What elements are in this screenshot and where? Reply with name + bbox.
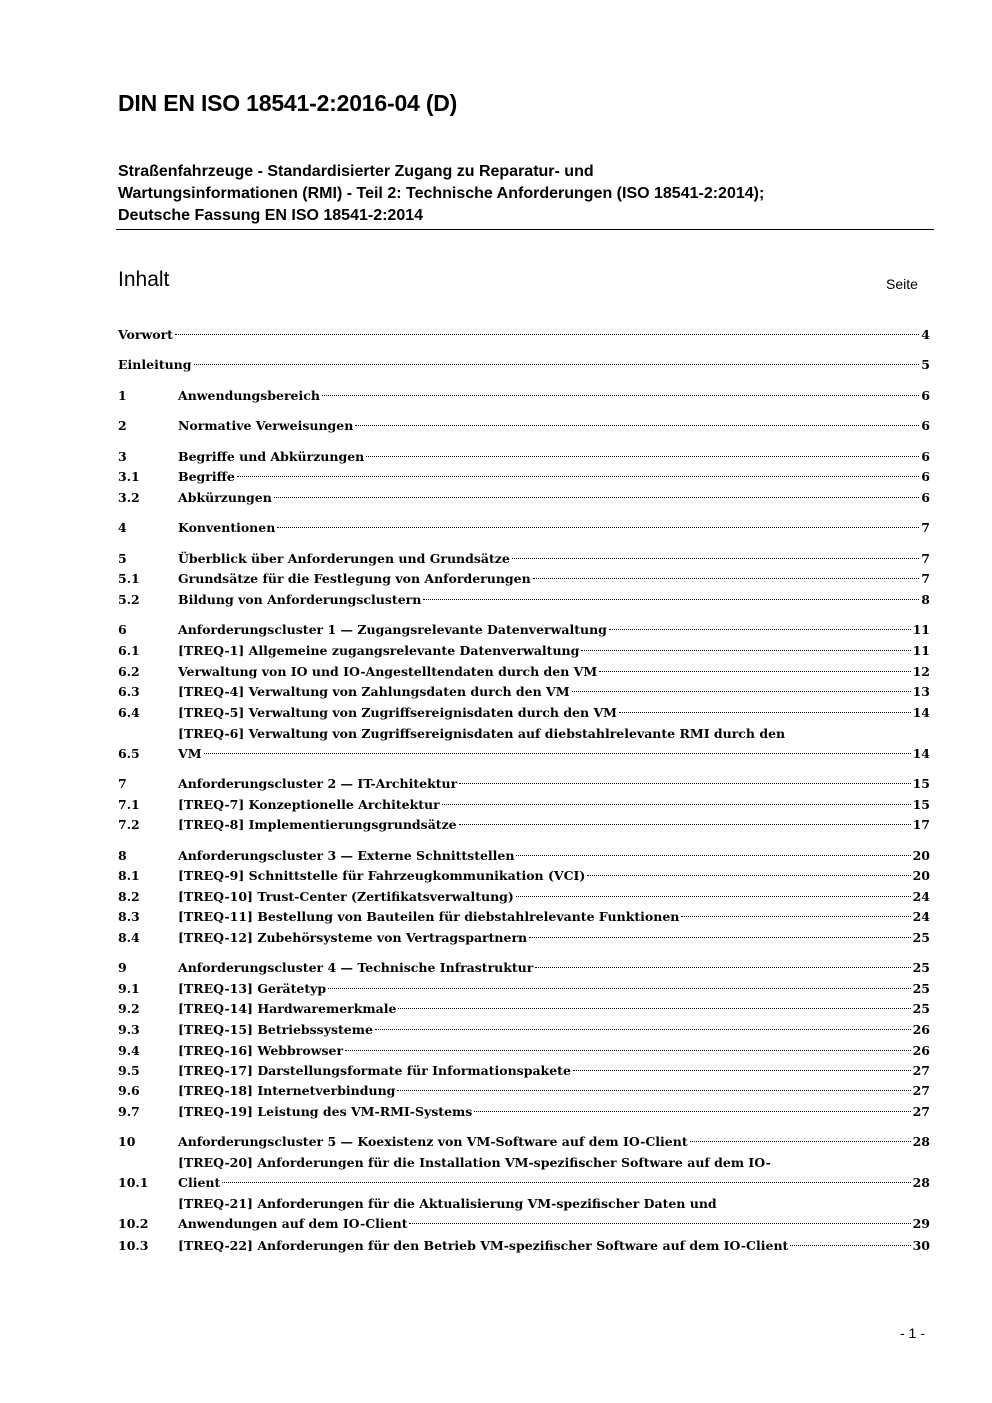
title-divider bbox=[116, 229, 934, 230]
toc-entry-page: 6 bbox=[921, 490, 930, 505]
toc-dot-leader bbox=[274, 497, 919, 498]
toc-entry-line bbox=[178, 1132, 930, 1152]
toc-entry-line bbox=[178, 1173, 930, 1193]
toc-entry-page: 25 bbox=[912, 1001, 930, 1016]
toc-entry-title: Begriffe und Abkürzungen bbox=[178, 449, 365, 464]
toc-entry-line bbox=[178, 907, 930, 927]
toc-entry-page: 11 bbox=[912, 643, 930, 658]
toc-entry-page: 26 bbox=[912, 1022, 930, 1037]
toc-entry-title: [TREQ-19] Leistung des VM-RMI-Systems bbox=[178, 1104, 473, 1119]
toc-entry-title: Anwendungen auf dem IO-Client bbox=[178, 1216, 408, 1231]
toc-entry-line bbox=[178, 467, 930, 487]
toc-entry-title: Vorwort bbox=[118, 327, 173, 342]
toc-entry-line bbox=[178, 1102, 930, 1122]
toc-entry-number: 8.3 bbox=[118, 909, 140, 924]
toc-entry-title: Überblick über Anforderungen und Grundsätze bbox=[178, 551, 510, 566]
toc-entry-number: 9 bbox=[118, 960, 127, 975]
toc-entry[interactable] bbox=[118, 682, 930, 702]
toc-entry-number: 3.2 bbox=[118, 490, 140, 505]
toc-entry[interactable] bbox=[118, 569, 930, 589]
toc-dot-leader bbox=[175, 334, 919, 335]
toc-dot-leader bbox=[409, 1223, 910, 1224]
toc-entry-page: 29 bbox=[912, 1216, 930, 1231]
toc-entry[interactable] bbox=[118, 1061, 930, 1081]
toc-entry-title: [TREQ-14] Hardwaremerkmale bbox=[178, 1001, 397, 1016]
toc-entry-number: 8.2 bbox=[118, 889, 140, 904]
toc-entry[interactable] bbox=[118, 488, 930, 508]
toc-entry-page: 6 bbox=[921, 388, 930, 403]
toc-dot-leader bbox=[790, 1245, 910, 1246]
toc-entry[interactable] bbox=[118, 846, 930, 866]
toc-dot-leader bbox=[345, 1050, 911, 1051]
toc-dot-leader bbox=[442, 804, 911, 805]
toc-entry-title: [TREQ-8] Implementierungsgrundsätze bbox=[178, 817, 457, 832]
toc-entry-title: [TREQ-1] Allgemeine zugangsrelevante Datenverwaltung bbox=[178, 643, 580, 658]
toc-entry-page: 24 bbox=[912, 909, 930, 924]
toc-dot-leader bbox=[328, 988, 910, 989]
toc-dot-leader bbox=[222, 1182, 910, 1183]
toc-entry[interactable] bbox=[118, 866, 930, 886]
toc-entry-line bbox=[178, 1020, 930, 1040]
toc-entry-title: Anforderungscluster 1 — Zugangsrelevante Datenverwaltung bbox=[178, 622, 607, 637]
toc-entry-number: 2 bbox=[118, 418, 127, 433]
toc-entry-line bbox=[178, 999, 930, 1019]
toc-entry-line bbox=[178, 569, 930, 589]
toc-entry-number: 5.1 bbox=[118, 571, 140, 586]
toc-entry-title: VM bbox=[178, 746, 202, 761]
toc-entry[interactable] bbox=[118, 887, 930, 907]
toc-entry-number: 5 bbox=[118, 551, 127, 566]
toc-entry[interactable] bbox=[118, 815, 930, 835]
toc-entry[interactable] bbox=[118, 928, 930, 948]
subtitle-line: Deutsche Fassung EN ISO 18541-2:2014 bbox=[118, 207, 424, 224]
toc-entry[interactable] bbox=[118, 325, 930, 345]
toc-entry-line bbox=[178, 887, 930, 907]
toc-entry[interactable] bbox=[118, 1132, 930, 1152]
toc-entry-page: 8 bbox=[921, 592, 930, 607]
toc-entry-title: [TREQ-4] Verwaltung von Zahlungsdaten durch den VM bbox=[178, 684, 570, 699]
toc-entry-title: [TREQ-17] Darstellungsformate für Informationspakete bbox=[178, 1063, 571, 1078]
toc-entry-page: 11 bbox=[912, 622, 930, 637]
toc-entry[interactable] bbox=[118, 1020, 930, 1040]
toc-entry-line bbox=[178, 979, 930, 999]
toc-dot-leader bbox=[277, 527, 919, 528]
toc-entry-page: 28 bbox=[912, 1134, 930, 1149]
toc-entry[interactable] bbox=[118, 355, 930, 375]
toc-dot-leader bbox=[322, 395, 919, 396]
toc-entry[interactable] bbox=[118, 795, 930, 815]
toc-entry-page: 20 bbox=[912, 848, 930, 863]
toc-dot-leader bbox=[204, 753, 911, 754]
toc-entry[interactable] bbox=[118, 726, 930, 764]
toc-entry-page: 27 bbox=[912, 1063, 930, 1078]
toc-entry-number: 6.5 bbox=[118, 746, 140, 761]
toc-entry-page: 25 bbox=[912, 960, 930, 975]
toc-entry[interactable] bbox=[118, 1102, 930, 1122]
toc-dot-leader bbox=[516, 855, 910, 856]
toc-entry-number: 9.5 bbox=[118, 1063, 140, 1078]
toc-entry-title: Anforderungscluster 3 — Externe Schnittstellen bbox=[178, 848, 515, 863]
toc-dot-leader bbox=[572, 691, 911, 692]
toc-entry-line bbox=[178, 386, 930, 406]
toc-dot-leader bbox=[423, 599, 919, 600]
toc-entry-title: Verwaltung von IO und IO-Angestelltendaten durch den VM bbox=[178, 664, 598, 679]
toc-entry-number: 9.4 bbox=[118, 1043, 140, 1058]
subtitle-line: Straßenfahrzeuge - Standardisierter Zugang zu Reparatur- und bbox=[118, 163, 594, 180]
toc-entry-page: 28 bbox=[912, 1175, 930, 1190]
toc-entry-page: 7 bbox=[921, 520, 930, 535]
toc-entry-title: [TREQ-7] Konzeptionelle Architektur bbox=[178, 797, 440, 812]
toc-entry-title-first-line: [TREQ-21] Anforderungen für die Aktualisierung VM-spezifischer Daten und bbox=[178, 1196, 717, 1211]
toc-entry-number: 6.3 bbox=[118, 684, 140, 699]
toc-entry[interactable] bbox=[118, 662, 930, 682]
toc-entry-title: Client bbox=[178, 1175, 221, 1190]
toc-entry-number: 9.6 bbox=[118, 1083, 140, 1098]
toc-entry-number: 1 bbox=[118, 388, 127, 403]
toc-entry-title: Konventionen bbox=[178, 520, 276, 535]
toc-dot-leader bbox=[397, 1090, 910, 1091]
toc-entry-number: 3 bbox=[118, 449, 127, 464]
toc-entry-line bbox=[178, 590, 930, 610]
document-title: DIN EN ISO 18541-2:2016-04 (D) bbox=[118, 90, 458, 116]
toc-entry-title-first-line: [TREQ-20] Anforderungen für die Installation VM-spezifischer Software auf dem IO- bbox=[178, 1155, 771, 1170]
toc-entry-number: 3.1 bbox=[118, 469, 140, 484]
toc-entry[interactable] bbox=[118, 999, 930, 1019]
toc-entry-number: 6 bbox=[118, 622, 127, 637]
toc-entry-title: [TREQ-10] Trust-Center (Zertifikatsverwaltung) bbox=[178, 889, 514, 904]
toc-dot-leader bbox=[512, 558, 919, 559]
toc-dot-leader bbox=[237, 476, 919, 477]
toc-entry[interactable] bbox=[118, 641, 930, 661]
toc-entry-number: 9.7 bbox=[118, 1104, 140, 1119]
toc-entry-page: 15 bbox=[912, 776, 930, 791]
toc-entry[interactable] bbox=[118, 549, 930, 569]
toc-entry-title: Bildung von Anforderungsclustern bbox=[178, 592, 422, 607]
toc-entry-line bbox=[178, 488, 930, 508]
toc-entry-line bbox=[178, 447, 930, 467]
toc-entry-number: 7.1 bbox=[118, 797, 140, 812]
toc-dot-leader bbox=[375, 1029, 911, 1030]
toc-dot-leader bbox=[459, 824, 911, 825]
toc-entry-page: 6 bbox=[921, 469, 930, 484]
toc-entry-number: 8.1 bbox=[118, 868, 140, 883]
toc-entry-page: 30 bbox=[912, 1238, 930, 1253]
toc-entry-title-first-line: [TREQ-6] Verwaltung von Zugriffsereignisdaten auf diebstahlrelevante RMI durch den bbox=[178, 726, 786, 741]
toc-entry-title: [TREQ-12] Zubehörsysteme von Vertragspartnern bbox=[178, 930, 528, 945]
toc-dot-leader bbox=[533, 578, 920, 579]
toc-entry[interactable] bbox=[118, 447, 930, 467]
toc-entry[interactable] bbox=[118, 467, 930, 487]
toc-entry-line bbox=[178, 1061, 930, 1081]
toc-entry-title: [TREQ-15] Betriebssysteme bbox=[178, 1022, 373, 1037]
toc-entry-title: [TREQ-9] Schnittstelle für Fahrzeugkommunikation (VCI) bbox=[178, 868, 586, 883]
toc-entry[interactable] bbox=[118, 1236, 930, 1256]
toc-dot-leader bbox=[529, 937, 910, 938]
document-subtitle bbox=[118, 161, 938, 227]
toc-entry-line bbox=[178, 795, 930, 815]
toc-entry-page: 7 bbox=[921, 551, 930, 566]
toc-entry-title: Normative Verweisungen bbox=[178, 418, 354, 433]
toc-entry-line bbox=[178, 1236, 930, 1256]
toc-entry-page: 6 bbox=[921, 418, 930, 433]
page-number: - 1 - bbox=[900, 1325, 925, 1341]
toc-entry-number: 7 bbox=[118, 776, 127, 791]
toc-entry-line bbox=[178, 744, 930, 764]
toc-entry-title: [TREQ-16] Webbrowser bbox=[178, 1043, 344, 1058]
toc-entry[interactable] bbox=[118, 416, 930, 436]
toc-entry-line bbox=[178, 928, 930, 948]
toc-entry[interactable] bbox=[118, 518, 930, 538]
toc-entry-line bbox=[178, 416, 930, 436]
toc-entry-title: [TREQ-22] Anforderungen für den Betrieb VM-spezifischer Software auf dem IO-Client bbox=[178, 1238, 789, 1253]
toc-entry-line bbox=[178, 815, 930, 835]
toc-entry-number: 4 bbox=[118, 520, 127, 535]
toc-entry-number: 9.2 bbox=[118, 1001, 140, 1016]
toc-dot-leader bbox=[599, 671, 910, 672]
toc-entry-page: 6 bbox=[921, 449, 930, 464]
toc-entry[interactable] bbox=[118, 1081, 930, 1101]
toc-dot-leader bbox=[474, 1111, 910, 1112]
toc-entry-page: 27 bbox=[912, 1104, 930, 1119]
toc-entry-title: Grundsätze für die Festlegung von Anforderungen bbox=[178, 571, 531, 586]
toc-dot-leader bbox=[535, 967, 910, 968]
toc-entry[interactable] bbox=[118, 620, 930, 640]
toc-entry-page: 27 bbox=[912, 1083, 930, 1098]
toc-entry[interactable] bbox=[118, 386, 930, 406]
toc-entry-page: 24 bbox=[912, 889, 930, 904]
toc-entry-number: 8.4 bbox=[118, 930, 140, 945]
toc-entry-title: Einleitung bbox=[118, 357, 192, 372]
toc-entry-title: Anforderungscluster 2 — IT-Architektur bbox=[178, 776, 458, 791]
toc-entry-page: 13 bbox=[912, 684, 930, 699]
toc-entry-line bbox=[178, 866, 930, 886]
toc-entry[interactable] bbox=[118, 958, 930, 978]
toc-entry[interactable] bbox=[118, 979, 930, 999]
toc-dot-leader bbox=[398, 1008, 910, 1009]
toc-entry-line bbox=[178, 641, 930, 661]
toc-entry-line bbox=[178, 620, 930, 640]
toc-dot-leader bbox=[355, 425, 919, 426]
toc-entry-line bbox=[178, 958, 930, 978]
toc-entry-title: [TREQ-13] Gerätetyp bbox=[178, 981, 327, 996]
toc-entry-page: 25 bbox=[912, 981, 930, 996]
toc-entry-page: 15 bbox=[912, 797, 930, 812]
toc-dot-leader bbox=[587, 875, 910, 876]
toc-entry-number: 6.4 bbox=[118, 705, 140, 720]
toc-entry-title: Anforderungscluster 4 — Technische Infrastruktur bbox=[178, 960, 534, 975]
toc-entry-line bbox=[118, 355, 930, 375]
toc-entry-page: 17 bbox=[912, 817, 930, 832]
toc-entry-title: Abkürzungen bbox=[178, 490, 272, 505]
toc-entry-line bbox=[178, 518, 930, 538]
toc-entry-page: 4 bbox=[921, 327, 930, 342]
toc-dot-leader bbox=[581, 650, 910, 651]
toc-heading: Inhalt bbox=[118, 268, 170, 291]
toc-entry-title: [TREQ-5] Verwaltung von Zugriffsereignisdaten durch den VM bbox=[178, 705, 617, 720]
toc-entry-number: 10.3 bbox=[118, 1238, 149, 1253]
subtitle-line: Wartungsinformationen (RMI) - Teil 2: Technische Anforderungen (ISO 18541-2:2014); bbox=[118, 185, 765, 202]
toc-entry-number: 9.3 bbox=[118, 1022, 140, 1037]
toc-entry-line bbox=[178, 549, 930, 569]
toc-entry-line bbox=[178, 682, 930, 702]
toc-entry-page: 5 bbox=[921, 357, 930, 372]
toc-entry-title: Anwendungsbereich bbox=[178, 388, 320, 403]
toc-entry-page: 14 bbox=[912, 705, 930, 720]
toc-entry-title: Anforderungscluster 5 — Koexistenz von VM-Software auf dem IO-Client bbox=[178, 1134, 688, 1149]
toc-entry[interactable] bbox=[118, 703, 930, 723]
toc-entry-line bbox=[178, 774, 930, 794]
toc-entry-line bbox=[178, 703, 930, 723]
toc-entry-number: 10.2 bbox=[118, 1216, 149, 1231]
toc-entry[interactable] bbox=[118, 1041, 930, 1061]
toc-entry-number: 6.1 bbox=[118, 643, 140, 658]
toc-entry-line bbox=[118, 325, 930, 345]
toc-dot-leader bbox=[681, 916, 910, 917]
toc-dot-leader bbox=[459, 783, 910, 784]
toc-dot-leader bbox=[573, 1070, 911, 1071]
toc-entry-line bbox=[178, 1041, 930, 1061]
toc-dot-leader bbox=[516, 896, 911, 897]
toc-entry[interactable] bbox=[118, 907, 930, 927]
toc-entry-number: 5.2 bbox=[118, 592, 140, 607]
toc-entry-page: 25 bbox=[912, 930, 930, 945]
toc-entry-number: 7.2 bbox=[118, 817, 140, 832]
toc-entry-number: 10.1 bbox=[118, 1175, 149, 1190]
toc-entry-page: 26 bbox=[912, 1043, 930, 1058]
toc-entry-page: 14 bbox=[912, 746, 930, 761]
toc-dot-leader bbox=[619, 712, 911, 713]
toc-entry-number: 9.1 bbox=[118, 981, 140, 996]
toc-dot-leader bbox=[690, 1141, 911, 1142]
toc-entry-number: 8 bbox=[118, 848, 127, 863]
page-column-label: Seite bbox=[886, 276, 918, 292]
toc-entry[interactable] bbox=[118, 1155, 930, 1193]
toc-entry[interactable] bbox=[118, 590, 930, 610]
toc-dot-leader bbox=[366, 456, 919, 457]
toc-entry-number: 6.2 bbox=[118, 664, 140, 679]
toc-entry-page: 7 bbox=[921, 571, 930, 586]
toc-entry-number: 10 bbox=[118, 1134, 136, 1149]
toc-entry-page: 12 bbox=[912, 664, 930, 679]
toc-entry-line bbox=[178, 1214, 930, 1234]
toc-dot-leader bbox=[194, 364, 920, 365]
toc-dot-leader bbox=[609, 629, 911, 630]
toc-entry-title: [TREQ-18] Internetverbindung bbox=[178, 1083, 396, 1098]
toc-entry-title: Begriffe bbox=[178, 469, 235, 484]
toc-entry[interactable] bbox=[118, 1196, 930, 1234]
toc-entry-line bbox=[178, 662, 930, 682]
toc-entry[interactable] bbox=[118, 774, 930, 794]
toc-entry-title: [TREQ-11] Bestellung von Bauteilen für diebstahlrelevante Funktionen bbox=[178, 909, 680, 924]
toc-entry-page: 20 bbox=[912, 868, 930, 883]
toc-entry-line bbox=[178, 846, 930, 866]
toc-entry-line bbox=[178, 1081, 930, 1101]
